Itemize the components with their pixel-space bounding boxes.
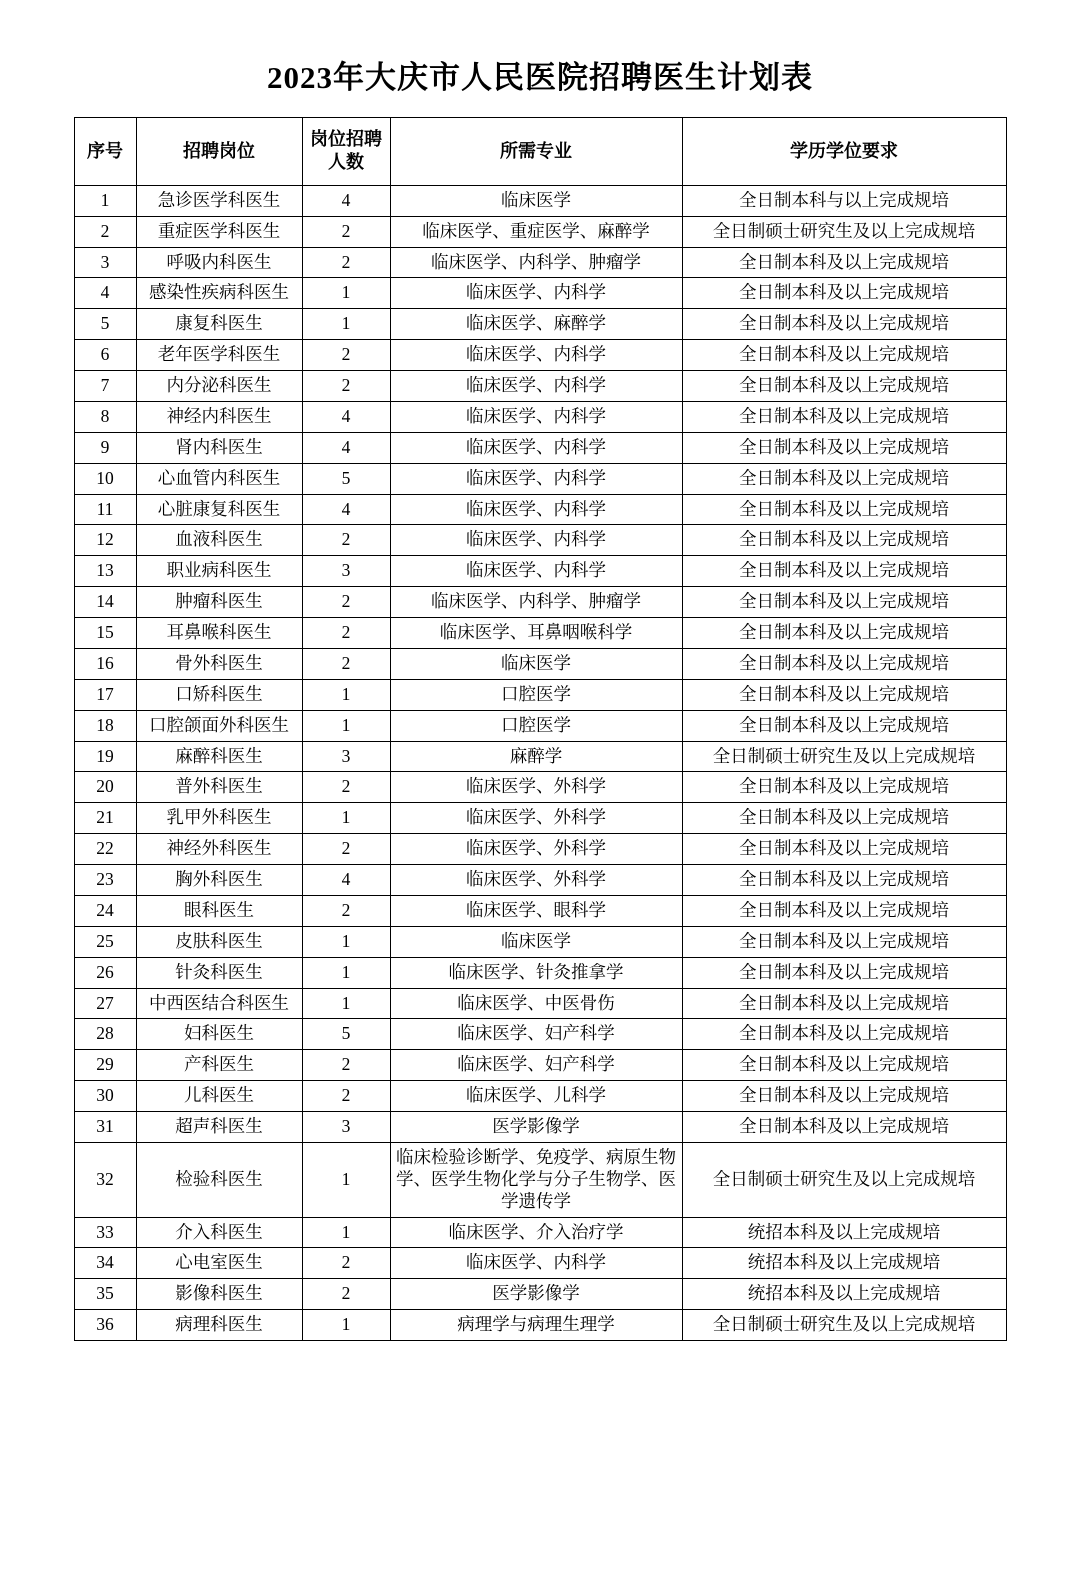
cell-major: 临床医学、中医骨伤 <box>390 988 682 1019</box>
cell-education: 全日制本科及以上完成规培 <box>682 494 1006 525</box>
cell-post: 神经外科医生 <box>136 834 302 865</box>
table-row <box>74 1248 1006 1279</box>
cell-post: 心血管内科医生 <box>136 463 302 494</box>
cell-education: 统招本科及以上完成规培 <box>682 1248 1006 1279</box>
cell-post: 麻醉科医生 <box>136 741 302 772</box>
cell-education: 统招本科及以上完成规培 <box>682 1279 1006 1310</box>
cell-count: 2 <box>302 587 390 618</box>
cell-education: 全日制本科及以上完成规培 <box>682 371 1006 402</box>
table-row <box>74 556 1006 587</box>
cell-index: 12 <box>74 525 136 556</box>
cell-education: 全日制本科及以上完成规培 <box>682 957 1006 988</box>
cell-major: 病理学与病理生理学 <box>390 1310 682 1341</box>
cell-post: 产科医生 <box>136 1050 302 1081</box>
cell-major: 临床医学、儿科学 <box>390 1081 682 1112</box>
table-row <box>74 340 1006 371</box>
cell-index: 27 <box>74 988 136 1019</box>
table-row <box>74 895 1006 926</box>
cell-count: 1 <box>302 988 390 1019</box>
cell-index: 28 <box>74 1019 136 1050</box>
cell-major: 临床医学、内科学 <box>390 278 682 309</box>
cell-education: 全日制本科及以上完成规培 <box>682 834 1006 865</box>
cell-index: 25 <box>74 926 136 957</box>
cell-count: 2 <box>302 1279 390 1310</box>
cell-education: 全日制本科及以上完成规培 <box>682 1112 1006 1143</box>
table-row <box>74 679 1006 710</box>
cell-education: 全日制本科及以上完成规培 <box>682 247 1006 278</box>
cell-education: 全日制本科及以上完成规培 <box>682 710 1006 741</box>
cell-education: 全日制本科及以上完成规培 <box>682 865 1006 896</box>
cell-count: 2 <box>302 895 390 926</box>
cell-count: 3 <box>302 741 390 772</box>
cell-major: 临床医学、外科学 <box>390 772 682 803</box>
cell-education: 全日制本科及以上完成规培 <box>682 1050 1006 1081</box>
cell-index: 1 <box>74 185 136 216</box>
table-row <box>74 957 1006 988</box>
table-row <box>74 926 1006 957</box>
recruitment-plan-table <box>74 117 1007 1341</box>
cell-count: 1 <box>302 710 390 741</box>
cell-index: 6 <box>74 340 136 371</box>
cell-major: 临床医学、麻醉学 <box>390 309 682 340</box>
cell-education: 全日制本科及以上完成规培 <box>682 340 1006 371</box>
table-row <box>74 865 1006 896</box>
table-row <box>74 1112 1006 1143</box>
cell-major: 临床医学、眼科学 <box>390 895 682 926</box>
cell-education: 全日制本科及以上完成规培 <box>682 556 1006 587</box>
cell-post: 口腔颌面外科医生 <box>136 710 302 741</box>
cell-major: 临床医学、内科学 <box>390 525 682 556</box>
cell-count: 3 <box>302 1112 390 1143</box>
cell-index: 13 <box>74 556 136 587</box>
cell-index: 24 <box>74 895 136 926</box>
cell-index: 35 <box>74 1279 136 1310</box>
cell-index: 2 <box>74 216 136 247</box>
cell-major: 麻醉学 <box>390 741 682 772</box>
column-header-education: 学历学位要求 <box>682 118 1006 186</box>
cell-index: 29 <box>74 1050 136 1081</box>
cell-count: 1 <box>302 278 390 309</box>
cell-index: 32 <box>74 1142 136 1217</box>
cell-major: 口腔医学 <box>390 710 682 741</box>
cell-major: 临床医学、外科学 <box>390 834 682 865</box>
cell-index: 18 <box>74 710 136 741</box>
cell-post: 超声科医生 <box>136 1112 302 1143</box>
table-row <box>74 1217 1006 1248</box>
table-row <box>74 1081 1006 1112</box>
cell-post: 妇科医生 <box>136 1019 302 1050</box>
cell-count: 1 <box>302 803 390 834</box>
cell-major: 临床检验诊断学、免疫学、病原生物学、医学生物化学与分子生物学、医学遗传学 <box>390 1142 682 1217</box>
cell-education: 全日制本科及以上完成规培 <box>682 772 1006 803</box>
cell-major: 临床医学、内科学 <box>390 494 682 525</box>
cell-count: 2 <box>302 648 390 679</box>
cell-education: 全日制硕士研究生及以上完成规培 <box>682 741 1006 772</box>
cell-education: 全日制本科及以上完成规培 <box>682 618 1006 649</box>
cell-education: 全日制本科及以上完成规培 <box>682 432 1006 463</box>
cell-major: 临床医学、内科学 <box>390 1248 682 1279</box>
cell-index: 22 <box>74 834 136 865</box>
cell-post: 口矫科医生 <box>136 679 302 710</box>
cell-post: 肾内科医生 <box>136 432 302 463</box>
cell-post: 眼科医生 <box>136 895 302 926</box>
cell-education: 全日制本科及以上完成规培 <box>682 988 1006 1019</box>
table-row <box>74 494 1006 525</box>
table-row <box>74 1310 1006 1341</box>
cell-count: 2 <box>302 618 390 649</box>
cell-index: 31 <box>74 1112 136 1143</box>
cell-count: 4 <box>302 865 390 896</box>
column-header-post: 招聘岗位 <box>136 118 302 186</box>
cell-index: 26 <box>74 957 136 988</box>
cell-count: 1 <box>302 957 390 988</box>
cell-major: 临床医学、内科学 <box>390 401 682 432</box>
cell-count: 5 <box>302 463 390 494</box>
cell-education: 全日制本科及以上完成规培 <box>682 803 1006 834</box>
table-row <box>74 216 1006 247</box>
cell-major: 临床医学、内科学 <box>390 556 682 587</box>
cell-education: 统招本科及以上完成规培 <box>682 1217 1006 1248</box>
cell-count: 1 <box>302 309 390 340</box>
cell-count: 4 <box>302 494 390 525</box>
cell-index: 8 <box>74 401 136 432</box>
table-row <box>74 463 1006 494</box>
table-row <box>74 1050 1006 1081</box>
table-body <box>74 185 1006 1340</box>
table-row <box>74 309 1006 340</box>
cell-post: 影像科医生 <box>136 1279 302 1310</box>
cell-post: 血液科医生 <box>136 525 302 556</box>
cell-education: 全日制硕士研究生及以上完成规培 <box>682 216 1006 247</box>
table-row <box>74 401 1006 432</box>
cell-major: 临床医学 <box>390 185 682 216</box>
cell-post: 康复科医生 <box>136 309 302 340</box>
cell-post: 胸外科医生 <box>136 865 302 896</box>
table-header <box>74 118 1006 186</box>
table-row <box>74 185 1006 216</box>
cell-index: 36 <box>74 1310 136 1341</box>
cell-education: 全日制本科及以上完成规培 <box>682 926 1006 957</box>
cell-post: 老年医学科医生 <box>136 340 302 371</box>
table-row <box>74 525 1006 556</box>
cell-count: 2 <box>302 340 390 371</box>
cell-post: 针灸科医生 <box>136 957 302 988</box>
cell-post: 急诊医学科医生 <box>136 185 302 216</box>
cell-index: 23 <box>74 865 136 896</box>
cell-education: 全日制本科及以上完成规培 <box>682 648 1006 679</box>
cell-index: 34 <box>74 1248 136 1279</box>
cell-post: 儿科医生 <box>136 1081 302 1112</box>
table-row <box>74 803 1006 834</box>
cell-post: 普外科医生 <box>136 772 302 803</box>
cell-education: 全日制硕士研究生及以上完成规培 <box>682 1310 1006 1341</box>
table-row <box>74 988 1006 1019</box>
cell-index: 3 <box>74 247 136 278</box>
cell-post: 介入科医生 <box>136 1217 302 1248</box>
cell-index: 9 <box>74 432 136 463</box>
table-row <box>74 432 1006 463</box>
cell-major: 临床医学、妇产科学 <box>390 1019 682 1050</box>
cell-index: 11 <box>74 494 136 525</box>
cell-index: 16 <box>74 648 136 679</box>
cell-post: 呼吸内科医生 <box>136 247 302 278</box>
page-title: 2023年大庆市人民医院招聘医生计划表 <box>267 60 813 95</box>
cell-post: 乳甲外科医生 <box>136 803 302 834</box>
cell-post: 皮肤科医生 <box>136 926 302 957</box>
cell-major: 临床医学、外科学 <box>390 865 682 896</box>
cell-post: 病理科医生 <box>136 1310 302 1341</box>
cell-count: 4 <box>302 185 390 216</box>
cell-index: 20 <box>74 772 136 803</box>
cell-major: 医学影像学 <box>390 1112 682 1143</box>
cell-post: 肿瘤科医生 <box>136 587 302 618</box>
column-header-count: 岗位招聘人数 <box>302 118 390 186</box>
cell-post: 心脏康复科医生 <box>136 494 302 525</box>
cell-education: 全日制本科与以上完成规培 <box>682 185 1006 216</box>
cell-major: 临床医学、重症医学、麻醉学 <box>390 216 682 247</box>
cell-count: 4 <box>302 432 390 463</box>
cell-index: 21 <box>74 803 136 834</box>
cell-count: 2 <box>302 371 390 402</box>
cell-count: 1 <box>302 1142 390 1217</box>
cell-major: 临床医学、耳鼻咽喉科学 <box>390 618 682 649</box>
cell-education: 全日制本科及以上完成规培 <box>682 463 1006 494</box>
cell-count: 2 <box>302 1050 390 1081</box>
cell-major: 临床医学 <box>390 648 682 679</box>
cell-education: 全日制本科及以上完成规培 <box>682 525 1006 556</box>
cell-major: 临床医学、内科学 <box>390 340 682 371</box>
cell-major: 临床医学、介入治疗学 <box>390 1217 682 1248</box>
cell-index: 14 <box>74 587 136 618</box>
cell-post: 骨外科医生 <box>136 648 302 679</box>
cell-post: 感染性疾病科医生 <box>136 278 302 309</box>
cell-education: 全日制本科及以上完成规培 <box>682 309 1006 340</box>
table-row <box>74 834 1006 865</box>
cell-index: 5 <box>74 309 136 340</box>
cell-education: 全日制本科及以上完成规培 <box>682 401 1006 432</box>
table-row <box>74 648 1006 679</box>
cell-major: 临床医学、妇产科学 <box>390 1050 682 1081</box>
cell-education: 全日制本科及以上完成规培 <box>682 278 1006 309</box>
cell-count: 2 <box>302 834 390 865</box>
cell-education: 全日制本科及以上完成规培 <box>682 1019 1006 1050</box>
table-row <box>74 710 1006 741</box>
table-row <box>74 618 1006 649</box>
cell-count: 4 <box>302 401 390 432</box>
cell-major: 临床医学、内科学 <box>390 432 682 463</box>
cell-count: 2 <box>302 1248 390 1279</box>
cell-count: 1 <box>302 679 390 710</box>
cell-count: 2 <box>302 247 390 278</box>
cell-education: 全日制硕士研究生及以上完成规培 <box>682 1142 1006 1217</box>
cell-post: 心电室医生 <box>136 1248 302 1279</box>
cell-count: 2 <box>302 216 390 247</box>
cell-count: 5 <box>302 1019 390 1050</box>
cell-post: 职业病科医生 <box>136 556 302 587</box>
table-row <box>74 1142 1006 1217</box>
cell-index: 17 <box>74 679 136 710</box>
cell-education: 全日制本科及以上完成规培 <box>682 587 1006 618</box>
table-row <box>74 587 1006 618</box>
cell-post: 检验科医生 <box>136 1142 302 1217</box>
table-row <box>74 278 1006 309</box>
cell-count: 1 <box>302 926 390 957</box>
cell-index: 7 <box>74 371 136 402</box>
cell-post: 中西医结合科医生 <box>136 988 302 1019</box>
column-header-index: 序号 <box>74 118 136 186</box>
cell-major: 临床医学、针灸推拿学 <box>390 957 682 988</box>
table-row <box>74 247 1006 278</box>
cell-index: 4 <box>74 278 136 309</box>
cell-index: 19 <box>74 741 136 772</box>
table-row <box>74 1279 1006 1310</box>
cell-post: 神经内科医生 <box>136 401 302 432</box>
cell-post: 内分泌科医生 <box>136 371 302 402</box>
cell-major: 临床医学、内科学 <box>390 463 682 494</box>
cell-index: 10 <box>74 463 136 494</box>
table-row <box>74 1019 1006 1050</box>
cell-major: 临床医学 <box>390 926 682 957</box>
cell-count: 2 <box>302 1081 390 1112</box>
cell-post: 重症医学科医生 <box>136 216 302 247</box>
cell-count: 3 <box>302 556 390 587</box>
table-header-row <box>74 118 1006 186</box>
cell-index: 15 <box>74 618 136 649</box>
cell-education: 全日制本科及以上完成规培 <box>682 1081 1006 1112</box>
cell-count: 2 <box>302 772 390 803</box>
cell-count: 1 <box>302 1310 390 1341</box>
cell-index: 33 <box>74 1217 136 1248</box>
column-header-major: 所需专业 <box>390 118 682 186</box>
cell-count: 1 <box>302 1217 390 1248</box>
table-row <box>74 772 1006 803</box>
cell-post: 耳鼻喉科医生 <box>136 618 302 649</box>
document-page <box>0 52 1080 1578</box>
cell-major: 临床医学、内科学、肿瘤学 <box>390 247 682 278</box>
cell-major: 临床医学、内科学、肿瘤学 <box>390 587 682 618</box>
cell-major: 临床医学、外科学 <box>390 803 682 834</box>
cell-major: 医学影像学 <box>390 1279 682 1310</box>
cell-index: 30 <box>74 1081 136 1112</box>
cell-count: 2 <box>302 525 390 556</box>
table-row <box>74 371 1006 402</box>
table-row <box>74 741 1006 772</box>
cell-major: 临床医学、内科学 <box>390 371 682 402</box>
cell-education: 全日制本科及以上完成规培 <box>682 895 1006 926</box>
cell-education: 全日制本科及以上完成规培 <box>682 679 1006 710</box>
cell-major: 口腔医学 <box>390 679 682 710</box>
